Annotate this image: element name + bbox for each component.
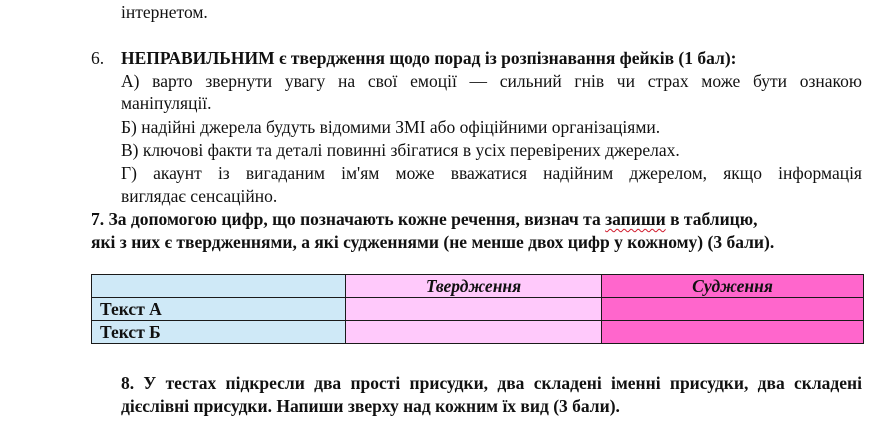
question-7-text-c: в таблицю, [665,209,758,229]
header-statements: Твердження [346,275,602,298]
table-header-row [92,275,864,298]
spellcheck-word: запиши [605,209,666,229]
question-6-number: 6. [91,48,105,68]
cell-text-b-statements[interactable] [346,321,602,344]
cell-text-a-statements[interactable] [346,298,602,321]
question-8-line-1: 8. У тестах підкресли два прості присудки, два складені іменні присудки, два складені [121,373,862,393]
table-corner-cell [92,275,346,298]
option-d: Г) акаунт із вигаданим ім'ям може вважатися надійним джерелом, якщо інформація [121,163,862,183]
question-6-title: НЕПРАВИЛЬНИМ є твердження щодо порад із розпізнавання фейків (1 бал): [121,48,737,68]
question-7-text-a: 7. За допомогою цифр, що позначають кожне речення, визнач та [91,209,606,229]
cell-text-b-judgements[interactable] [602,321,864,344]
table-row [92,298,864,321]
table-row [92,321,864,344]
option-a: А) варто звернути увагу на свої емоції — сильний гнів чи страх може бути ознакою [121,71,862,91]
header-judgements: Судження [602,275,864,298]
row-label-text-b: Текст Б [92,321,346,344]
previous-question-tail: інтернетом. [121,2,208,22]
classification-table [91,274,864,344]
option-a-continued: маніпуляції. [121,93,212,113]
question-7-line-2: які з них є твердженнями, а які судженнями (не менше двох цифр у кожному) (3 бали). [91,232,775,252]
option-d-continued: виглядає сенсаційно. [121,186,278,206]
cell-text-a-judgements[interactable] [602,298,864,321]
question-8-line-2: дієслівні присудки. Напиши зверху над кожним їх вид (3 бали). [121,396,620,416]
option-c: В) ключові факти та деталі повинні збігатися в усіх перевірених джерелах. [121,140,680,160]
row-label-text-a: Текст А [92,298,346,321]
option-b: Б) надійні джерела будуть відомими ЗМІ або офіційними організаціями. [121,117,661,137]
question-7-line-1 [91,208,758,230]
